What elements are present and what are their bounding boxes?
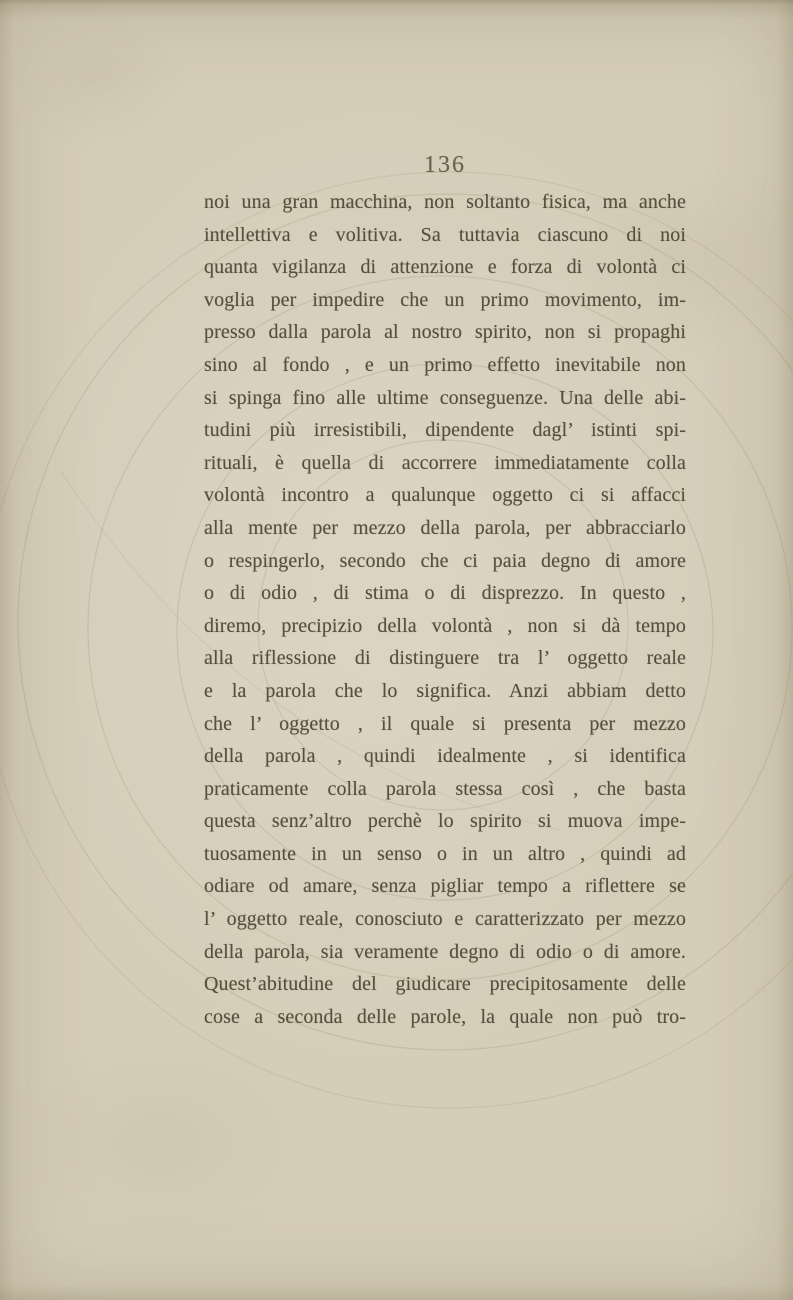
text-line-24: della parola, sia veramente degno di odio o di amore. (204, 940, 686, 963)
text-line-1: noi una gran macchina, non soltanto fisica, ma anche (204, 191, 686, 213)
text-line-10: volontà incontro a qualunque oggetto ci si affacci (204, 484, 686, 507)
text-line-21: tuosamente in un senso o in un altro , quindi ad (204, 842, 686, 865)
text-line-17: che l’ oggetto , il quale si presenta per mezzo (204, 712, 686, 735)
text-line-11: alla mente per mezzo della parola, per abbracciarlo (204, 516, 686, 539)
text-line-2: intellettiva e volitiva. Sa tuttavia ciascuno di noi (204, 223, 686, 246)
text-line-13: o di odio , di stima o di disprezzo. In questo , (204, 582, 686, 605)
text-line-18: della parola , quindi idealmente , si identifica (204, 745, 686, 768)
text-line-14: diremo, precipizio della volontà , non si dà tempo (204, 614, 686, 637)
text-line-22: odiare od amare, senza pigliar tempo a riflettere se (204, 875, 686, 898)
body-text (204, 186, 686, 1033)
text-line-7: si spinga fino alle ultime conseguenze. Una delle abi- (204, 386, 686, 409)
text-line-6: sino al fondo , e un primo effetto inevitabile non (204, 353, 686, 376)
text-line-4: voglia per impedire che un primo movimento, im- (204, 288, 686, 311)
text-line-12: o respingerlo, secondo che ci paia degno di amore (204, 549, 686, 572)
text-line-20: questa senz’altro perchè lo spirito si muova impe- (204, 810, 686, 833)
text-line-15: alla riflessione di distinguere tra l’ oggetto reale (204, 647, 686, 670)
text-line-26: cose a seconda delle parole, la quale non può tro- (204, 1005, 686, 1028)
text-line-5: presso dalla parola al nostro spirito, non si propaghi (204, 321, 686, 344)
text-line-8: tudini più irresistibili, dipendente dagl’ istinti spi- (204, 419, 686, 442)
text-line-19: praticamente colla parola stessa così , che basta (204, 777, 686, 800)
text-line-3: quanta vigilanza di attenzione e forza di volontà ci (204, 256, 686, 279)
text-line-23: l’ oggetto reale, conosciuto e caratterizzato per mezzo (204, 908, 686, 931)
text-line-25: Quest’abitudine del giudicare precipitosamente delle (204, 973, 686, 996)
text-line-16: e la parola che lo significa. Anzi abbiam detto (204, 679, 686, 702)
page-number: 136 (424, 152, 466, 178)
text-line-9: rituali, è quella di accorrere immediatamente colla (204, 451, 686, 474)
